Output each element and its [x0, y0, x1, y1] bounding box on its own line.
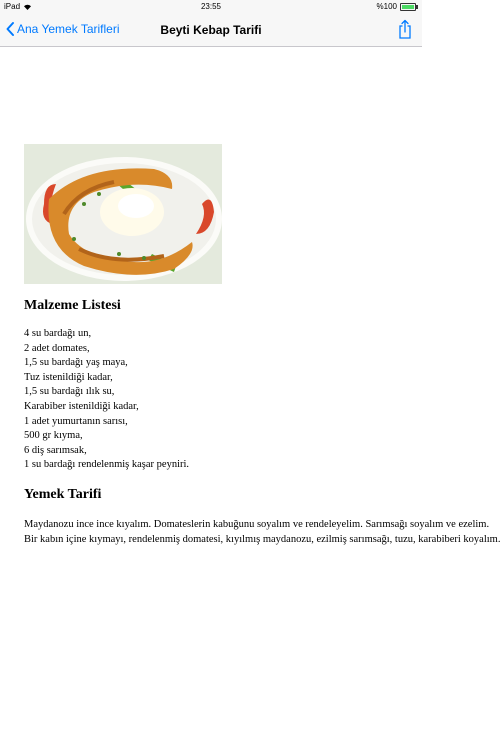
share-icon: [398, 19, 412, 39]
battery-percent: %100: [376, 2, 397, 11]
recipe-line: Maydanozu ince ince kıyalım. Domateslerin kabuğunu soyalım ve rendeleyelim. Sarımsağı soyalım ve ezelim.: [24, 518, 490, 530]
ingredient-item: 500 gr kıyma,: [24, 430, 83, 442]
status-right: [377, 2, 416, 11]
battery-icon: [400, 3, 416, 11]
ingredient-item: 1 su bardağı rendelenmiş kaşar peyniri.: [24, 459, 190, 471]
device-label: iPad: [4, 2, 21, 11]
recipe-photo: [24, 144, 222, 284]
status-bar: [0, 0, 422, 14]
recipe-heading: Yemek Tarifi: [24, 486, 102, 502]
back-button-label: Ana Yemek Tarifleri: [17, 22, 120, 36]
kebab-dish-image: [24, 144, 222, 284]
share-button[interactable]: [398, 19, 412, 44]
ingredient-item: 6 diş sarımsak,: [24, 444, 87, 456]
ingredients-heading: Malzeme Listesi: [24, 298, 121, 313]
ingredient-item: 4 su bardağı un,: [24, 328, 92, 339]
ingredient-item: 1,5 su bardağı yaş maya,: [24, 357, 128, 369]
ingredients-list: [24, 327, 422, 473]
navigation-bar: [0, 14, 422, 47]
recipe-text: [24, 517, 500, 548]
ingredient-item: 2 adet domates,: [24, 342, 90, 354]
ingredient-item: 1 adet yumurtanın sarısı,: [24, 415, 128, 427]
ingredient-item: 1,5 su bardağı ılık su,: [24, 386, 115, 398]
status-time: 23:55: [200, 2, 222, 11]
recipe-line: Bir kabın içine kıymayı, rendelenmiş domatesi, kıyılmış maydanozu, ezilmiş sarımsağı, tuzu, karabiberi koyalım.: [24, 534, 500, 546]
recipe-content: [24, 144, 500, 548]
battery-level: [402, 5, 414, 9]
page-title: Beyti Kebap Tarifi: [160, 23, 262, 37]
ingredient-item: Karabiber istenildiği kadar,: [24, 400, 139, 412]
ingredient-item: Tuz istenildiği kadar,: [24, 371, 113, 383]
